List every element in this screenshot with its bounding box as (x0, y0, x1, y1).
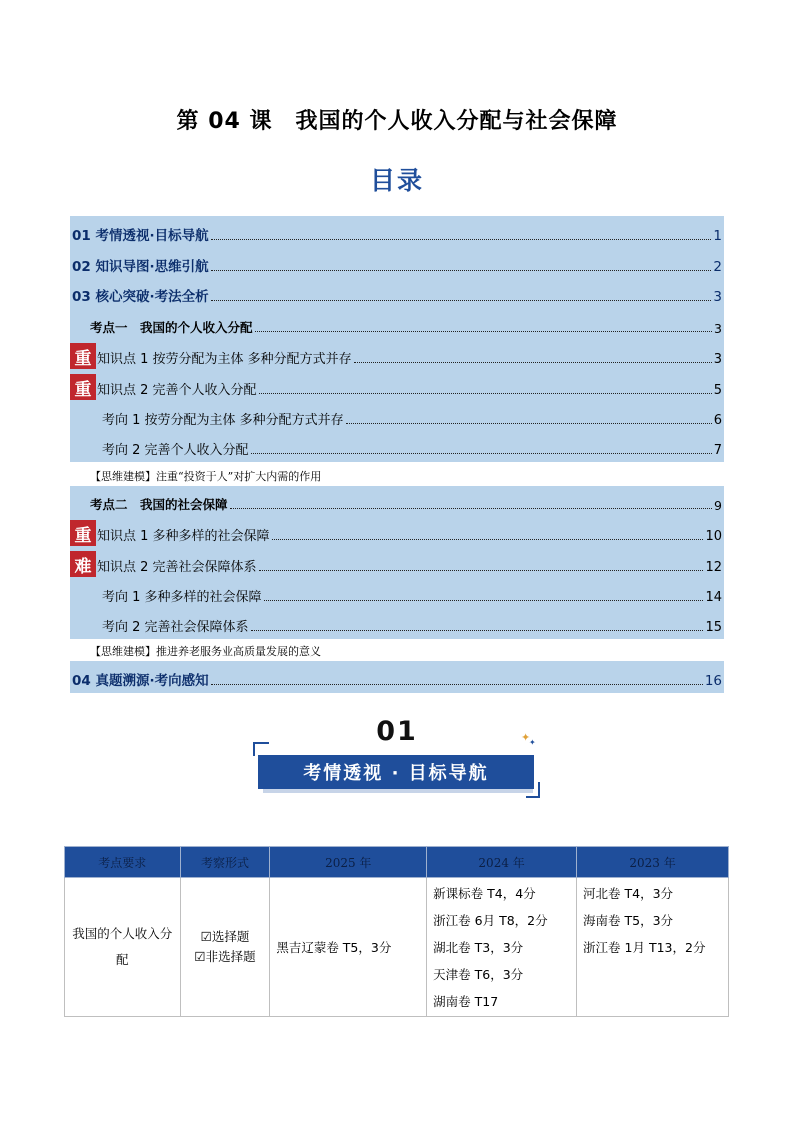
topic-cell: 我国的个人收入分配 (65, 878, 181, 1017)
toc-entry-knowledge-1-1[interactable]: 重 知识点 1 按劳分配为主体 多种分配方式并存 3 (70, 340, 724, 371)
key-point-badge: 重 (70, 520, 96, 546)
toc-entry-modeling-1[interactable]: 【思维建模】注重“投资于人”对扩大内需的作用 (70, 462, 724, 486)
toc-entry-04[interactable]: 04 真题溯源·考向感知 16 (72, 673, 722, 689)
toc-entry-03[interactable]: 03 核心突破·考法全析 3 (72, 289, 722, 305)
toc-entry-modeling-2[interactable]: 【思维建模】推进养老服务业高质量发展的意义 (70, 639, 724, 661)
section-banner-title: 考情透视 · 目标导航 (258, 755, 534, 789)
toc-entry-direction-1-2[interactable]: 考向 2 完善个人收入分配 7 (102, 443, 722, 458)
corner-bracket-decoration (253, 742, 269, 756)
column-header: 考点要求 (65, 847, 181, 878)
page-title: 第 04 课 我国的个人收入分配与社会保障 (176, 109, 618, 134)
toc-entry-knowledge-2-1[interactable]: 重 知识点 1 多种多样的社会保障 10 (70, 517, 724, 548)
column-header: 2023 年 (577, 847, 729, 878)
toc-entry-direction-2-1[interactable]: 考向 1 多种多样的社会保障 14 (102, 590, 722, 605)
table-header-row (65, 847, 729, 878)
column-header: 考察形式 (180, 847, 270, 878)
corner-bracket-decoration (526, 782, 540, 798)
key-point-badge: 重 (70, 374, 96, 400)
column-header: 2024 年 (427, 847, 577, 878)
year-2023-cell: 河北卷 T4，3分 海南卷 T5，3分 浙江卷 1月 T13，2分 (577, 878, 729, 1017)
table-of-contents (70, 216, 724, 693)
table-row (65, 878, 729, 1017)
section-number: 01 (376, 716, 418, 747)
toc-entry-kaodian-2[interactable]: 考点二 我国的社会保障 9 (90, 497, 722, 513)
exam-analysis-table (64, 846, 729, 1017)
checkbox-non-choice: ☑非选择题 (194, 949, 256, 964)
year-2025-cell: 黑吉辽蒙卷 T5，3分 (270, 878, 427, 1017)
toc-entry-knowledge-2-2[interactable]: 难 知识点 2 完善社会保障体系 12 (70, 548, 724, 579)
toc-entry-kaodian-1[interactable]: 考点一 我国的个人收入分配 3 (90, 320, 722, 336)
toc-entry-knowledge-1-2[interactable]: 重 知识点 2 完善个人收入分配 5 (70, 371, 724, 402)
toc-entry-direction-1-1[interactable]: 考向 1 按劳分配为主体 多种分配方式并存 6 (102, 413, 722, 428)
column-header: 2025 年 (270, 847, 427, 878)
toc-entry-01[interactable]: 01 考情透视·目标导航 1 (72, 228, 722, 244)
sparkle-icon: ✦ (529, 738, 536, 747)
difficult-point-badge: 难 (70, 551, 96, 577)
toc-entry-direction-2-2[interactable]: 考向 2 完善社会保障体系 15 (102, 620, 722, 635)
year-2024-cell: 新课标卷 T4，4分 浙江卷 6月 T8，2分 湖北卷 T3，3分 天津卷 T6，3分 湖南卷 T17 (427, 878, 577, 1017)
toc-heading: 目录 (369, 166, 424, 195)
sparkle-icon: ✦ (521, 731, 531, 744)
checkbox-choice: ☑选择题 (200, 929, 250, 944)
key-point-badge: 重 (70, 343, 96, 369)
toc-entry-02[interactable]: 02 知识导图·思维引航 2 (72, 259, 722, 275)
forms-cell (180, 878, 270, 1017)
